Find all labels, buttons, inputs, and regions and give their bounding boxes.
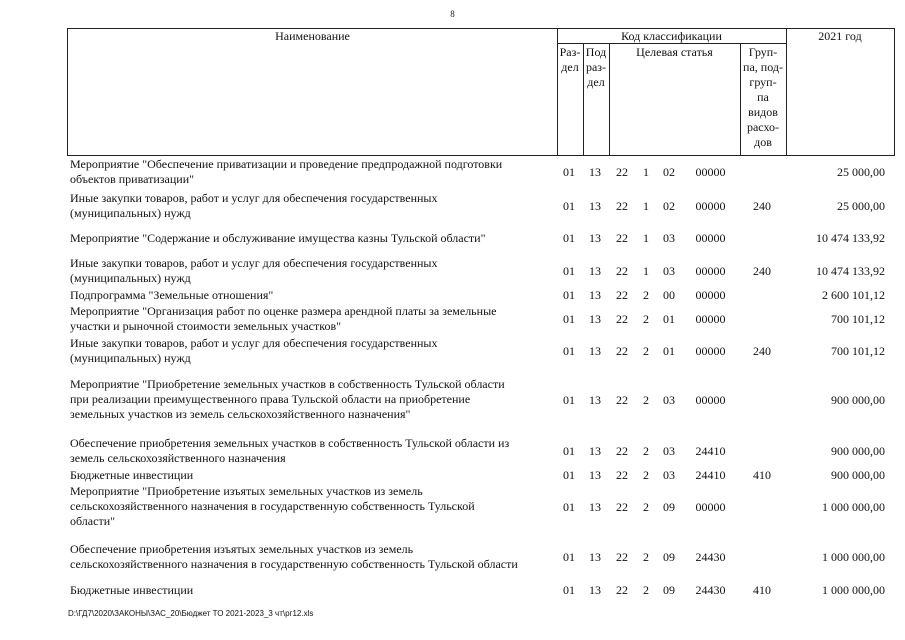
cell-target-event: 01 [663,312,675,326]
cell-razdel: 01 [563,199,575,213]
cell-target-event: 02 [663,199,675,213]
cell-target-subprogram: 2 [643,550,649,564]
header-gruppa-line: груп- [749,75,777,89]
cell-expense-type: 410 [753,468,771,482]
cell-target-subprogram: 1 [643,264,649,278]
row-name-line: объектов приватизации" [70,172,195,186]
cell-target-direction: 24410 [695,444,726,458]
cell-podrazdel: 13 [589,231,601,245]
cell-target-event: 01 [663,344,675,358]
row-name-line: Обеспечение приобретения земельных участков в собственность Тульской области из [70,436,510,450]
cell-target-program: 22 [616,344,628,358]
cell-razdel: 01 [563,312,575,326]
header-gruppa-line: Груп- [748,45,778,59]
cell-podrazdel: 13 [589,199,601,213]
cell-amount: 25 000,00 [837,199,885,213]
header-year: 2021 год [818,29,862,43]
cell-podrazdel: 13 [589,393,601,407]
cell-target-subprogram: 2 [643,444,649,458]
cell-expense-type: 240 [753,199,771,213]
cell-podrazdel: 13 [589,550,601,564]
cell-target-program: 22 [616,393,628,407]
cell-razdel: 01 [563,393,575,407]
header-gruppa-line: расхо- [746,120,780,134]
cell-target-subprogram: 2 [643,288,649,302]
cell-target-event: 03 [663,444,675,458]
header-razdel [557,45,583,75]
table-header [67,28,895,156]
cell-target-direction: 00000 [695,393,726,407]
file-path-footer: D:\ГД7\2020\ЗАКОНЫ\ЗАС_20\Бюджет ТО 2021-2023_3 чт\рг12.xls [68,609,314,618]
cell-target-direction: 00000 [695,165,726,179]
header-gruppa-line: дов [754,135,772,149]
row-name-line: области" [70,514,116,528]
cell-expense-type: 410 [753,583,771,597]
cell-target-subprogram: 2 [643,500,649,514]
cell-target-direction: 00000 [695,199,726,213]
cell-razdel: 01 [563,500,575,514]
row-name-line: Иные закупки товаров, работ и услуг для обеспечения государственных [70,191,438,205]
cell-target-subprogram: 1 [643,199,649,213]
cell-target-event: 03 [663,468,675,482]
cell-amount: 700 101,12 [831,312,885,326]
cell-target-event: 09 [663,550,675,564]
cell-target-direction: 00000 [695,288,726,302]
cell-razdel: 01 [563,231,575,245]
cell-podrazdel: 13 [589,444,601,458]
row-name-line: Подпрограмма "Земельные отношения" [70,288,274,302]
header-gruppa [740,45,786,150]
cell-amount: 2 600 101,12 [822,288,885,302]
cell-razdel: 01 [563,550,575,564]
header-podrazdel [583,45,609,90]
row-name-line: сельскохозяйственного назначения в государственную собственность Тульской области [70,557,518,571]
cell-expense-type: 240 [753,344,771,358]
cell-target-event: 09 [663,583,675,597]
cell-target-program: 22 [616,288,628,302]
cell-podrazdel: 13 [589,500,601,514]
row-name-line: земель сельскохозяйственного назначения [70,451,286,465]
cell-target-program: 22 [616,312,628,326]
header-podrazdel-line: дел [587,75,605,89]
cell-razdel: 01 [563,468,575,482]
row-name-line: участки и рыночной стоимости земельных участков" [70,319,342,333]
header-razdel-line: Раз- [559,45,581,59]
cell-target-event: 03 [663,393,675,407]
header-celevaya: Целевая статья [636,45,713,59]
page-number: 8 [450,9,455,19]
cell-podrazdel: 13 [589,468,601,482]
cell-razdel: 01 [563,444,575,458]
header-name: Наименование [275,29,350,43]
cell-amount: 900 000,00 [831,393,885,407]
cell-target-event: 00 [663,288,675,302]
cell-target-direction: 00000 [695,344,726,358]
cell-target-program: 22 [616,444,628,458]
cell-podrazdel: 13 [589,288,601,302]
cell-podrazdel: 13 [589,165,601,179]
cell-target-program: 22 [616,264,628,278]
cell-target-direction: 00000 [695,264,726,278]
cell-amount: 10 474 133,92 [816,264,885,278]
cell-amount: 1 000 000,00 [822,550,885,564]
cell-razdel: 01 [563,264,575,278]
cell-podrazdel: 13 [589,583,601,597]
cell-target-event: 03 [663,264,675,278]
cell-amount: 25 000,00 [837,165,885,179]
cell-podrazdel: 13 [589,312,601,326]
header-podrazdel-line: Под [585,45,607,59]
cell-target-subprogram: 2 [643,344,649,358]
cell-amount: 900 000,00 [831,444,885,458]
row-name-line: Мероприятие "Организация работ по оценке размера арендной платы за земельные [70,304,497,318]
cell-target-subprogram: 2 [643,583,649,597]
cell-target-event: 02 [663,165,675,179]
row-name-line: Мероприятие "Приобретение земельных участков в собственность Тульской области [70,377,505,391]
cell-amount: 1 000 000,00 [822,583,885,597]
cell-target-program: 22 [616,468,628,482]
cell-target-direction: 00000 [695,231,726,245]
cell-podrazdel: 13 [589,344,601,358]
cell-target-subprogram: 2 [643,468,649,482]
cell-target-program: 22 [616,199,628,213]
row-name-line: сельскохозяйственного назначения в государственную собственность Тульской [70,499,475,513]
cell-target-subprogram: 1 [643,231,649,245]
header-podrazdel-line: раз- [585,60,607,74]
row-name-line: Иные закупки товаров, работ и услуг для обеспечения государственных [70,336,438,350]
row-name-line: Иные закупки товаров, работ и услуг для обеспечения государственных [70,256,438,270]
cell-target-program: 22 [616,500,628,514]
cell-target-program: 22 [616,583,628,597]
row-name-line: Мероприятие "Содержание и обслуживание имущества казны Тульской области" [70,231,486,245]
cell-target-program: 22 [616,550,628,564]
cell-target-direction: 24430 [695,583,726,597]
cell-amount: 10 474 133,92 [816,231,885,245]
cell-target-subprogram: 2 [643,393,649,407]
cell-amount: 900 000,00 [831,468,885,482]
row-name-line: Мероприятие "Приобретение изъятых земельных участков из земель [70,484,423,498]
row-name-line: Обеспечение приобретения изъятых земельных участков из земель [70,542,414,556]
row-name-line: Мероприятие "Обеспечение приватизации и проведение предпродажной подготовки [70,157,503,171]
cell-target-direction: 00000 [695,312,726,326]
header-razdel-line: дел [561,60,579,74]
cell-razdel: 01 [563,583,575,597]
header-gruppa-line: па [757,90,769,104]
cell-target-event: 09 [663,500,675,514]
header-gruppa-line: па, под- [743,60,783,74]
cell-amount: 700 101,12 [831,344,885,358]
row-name-line: (муниципальных) нужд [70,351,191,365]
row-name-line: Бюджетные инвестиции [70,468,194,482]
cell-target-direction: 00000 [695,500,726,514]
row-name-line: при реализации преимущественного права Тульской области на приобретение [70,392,471,406]
cell-razdel: 01 [563,344,575,358]
header-gruppa-line: видов [748,105,778,119]
cell-target-event: 03 [663,231,675,245]
row-name-line: Бюджетные инвестиции [70,583,194,597]
cell-expense-type: 240 [753,264,771,278]
cell-razdel: 01 [563,165,575,179]
cell-podrazdel: 13 [589,264,601,278]
cell-target-subprogram: 1 [643,165,649,179]
cell-razdel: 01 [563,288,575,302]
cell-target-subprogram: 2 [643,312,649,326]
header-classification: Код классификации [621,29,722,43]
cell-target-direction: 24410 [695,468,726,482]
cell-target-program: 22 [616,165,628,179]
col-divider [786,29,787,155]
row-name-line: (муниципальных) нужд [70,271,191,285]
cell-amount: 1 000 000,00 [822,500,885,514]
cell-target-program: 22 [616,231,628,245]
row-name-line: (муниципальных) нужд [70,206,191,220]
cell-target-direction: 24430 [695,550,726,564]
row-name-line: земельных участков из земель сельскохозяйственного назначения" [70,407,411,421]
